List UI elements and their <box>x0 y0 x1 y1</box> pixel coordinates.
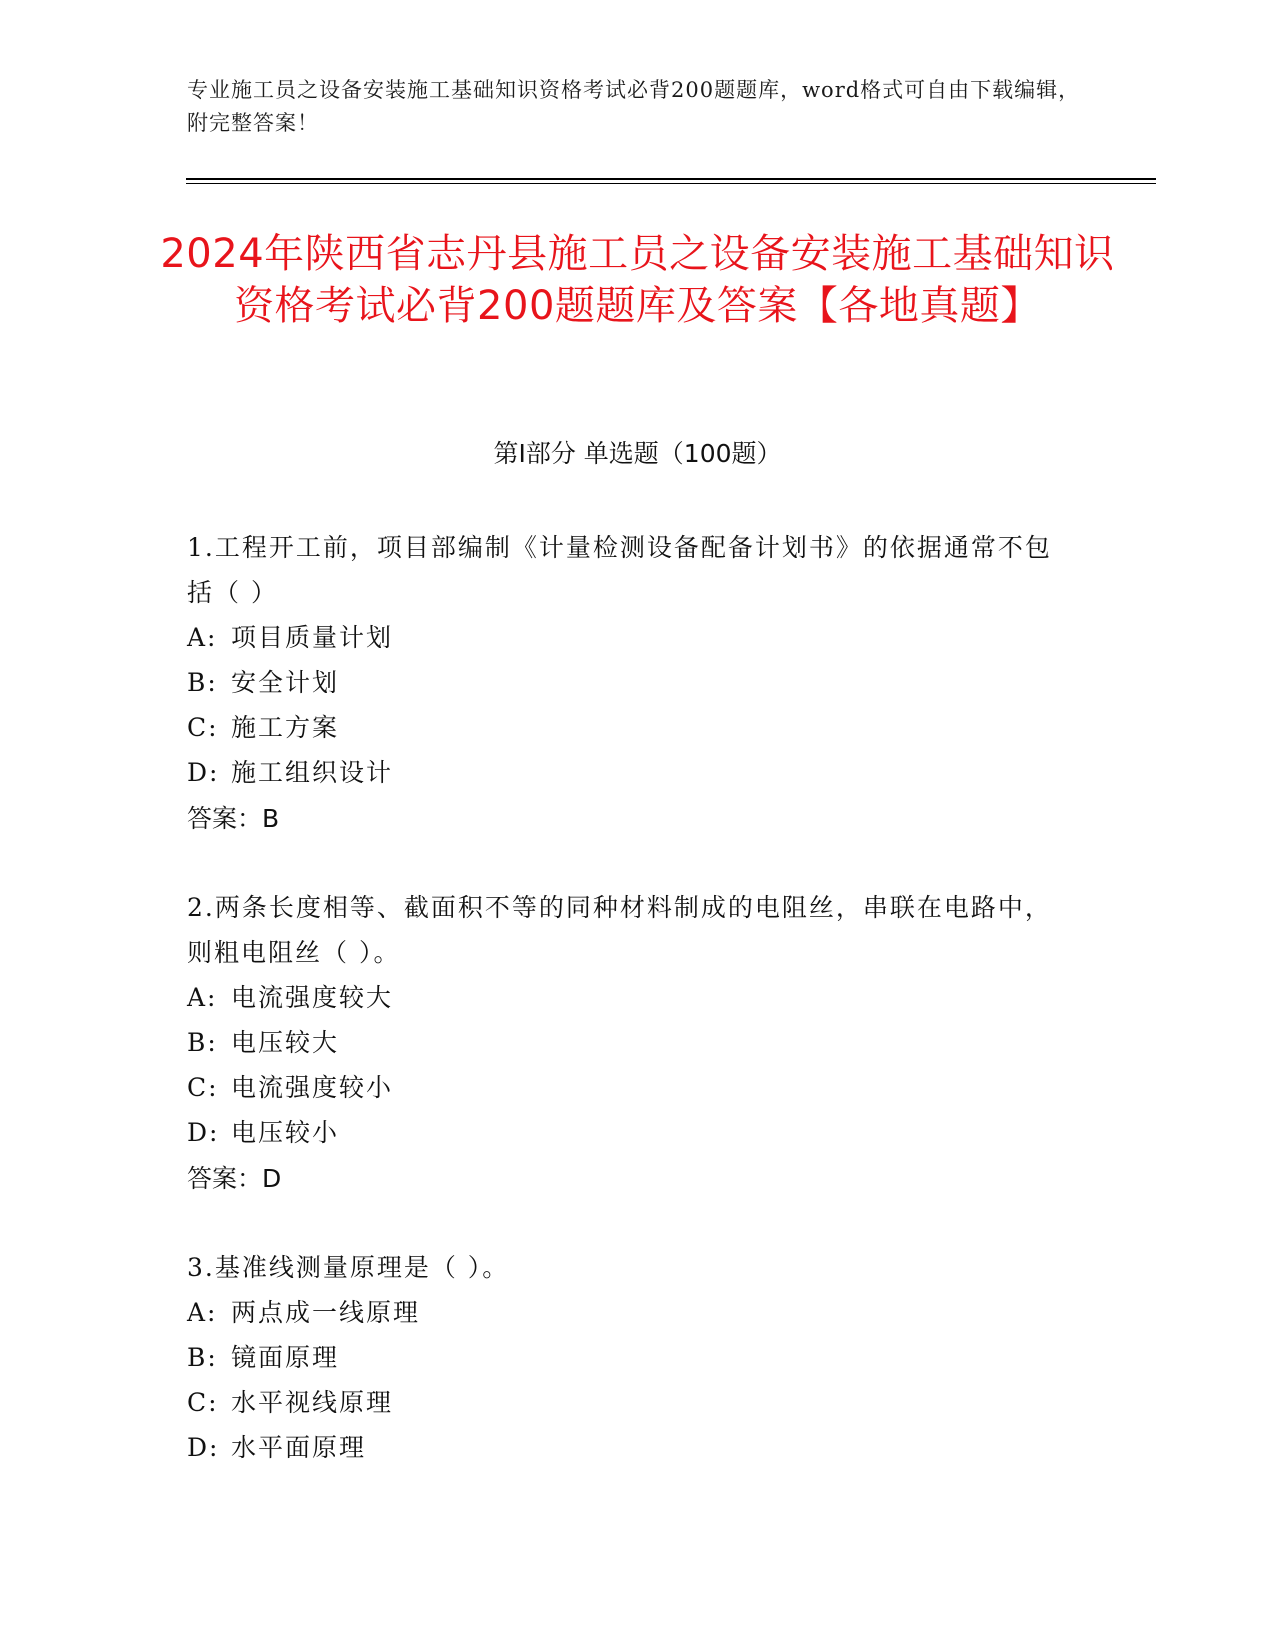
option-text: 电压较大 <box>231 1028 340 1057</box>
option-key: B: <box>187 668 218 697</box>
option-key: A: <box>187 623 218 652</box>
option-text: 水平视线原理 <box>231 1388 394 1417</box>
question-3 <box>187 1245 1067 1470</box>
option-key: C: <box>187 1073 219 1102</box>
option-text: 电压较小 <box>231 1118 340 1147</box>
answer-line: 答案：B <box>187 804 280 833</box>
question-stem: 3.基准线测量原理是（ ）。 <box>187 1253 510 1282</box>
option-text: 电流强度较大 <box>231 983 394 1012</box>
header-divider-thick <box>186 178 1156 180</box>
question-1 <box>187 525 1067 841</box>
option-c <box>187 1380 1067 1425</box>
option-c <box>187 1065 1067 1110</box>
option-a <box>187 1290 1067 1335</box>
question-stem: 2.两条长度相等、截面积不等的同种材料制成的电阻丝，串联在电路中，则粗电阻丝（ ）。 <box>187 893 1052 967</box>
option-key: C: <box>187 1388 219 1417</box>
option-text: 项目质量计划 <box>231 623 394 652</box>
header-note: 专业施工员之设备安装施工基础知识资格考试必背200题题库，word格式可自由下载编辑，附完整答案！ <box>187 78 1081 135</box>
option-key: D: <box>187 758 220 787</box>
header-divider-thin <box>186 183 1156 184</box>
option-text: 水平面原理 <box>231 1433 367 1462</box>
option-a <box>187 615 1067 660</box>
option-text: 施工方案 <box>231 713 340 742</box>
option-d <box>187 750 1067 795</box>
option-key: B: <box>187 1028 218 1057</box>
option-d <box>187 1110 1067 1155</box>
question-2 <box>187 885 1067 1201</box>
option-key: C: <box>187 713 219 742</box>
option-d <box>187 1425 1067 1470</box>
section-title: 第I部分 单选题（100题） <box>493 439 782 468</box>
option-a <box>187 975 1067 1020</box>
option-key: B: <box>187 1343 218 1372</box>
option-key: D: <box>187 1118 220 1147</box>
option-key: A: <box>187 1298 218 1327</box>
option-key: D: <box>187 1433 220 1462</box>
option-b <box>187 1335 1067 1380</box>
document-title: 2024年陕西省志丹县施工员之设备安装施工基础知识资格考试必背200题题库及答案【各地真题】 <box>160 231 1115 329</box>
option-text: 镜面原理 <box>231 1343 340 1372</box>
option-c <box>187 705 1067 750</box>
option-key: A: <box>187 983 218 1012</box>
option-text: 两点成一线原理 <box>231 1298 421 1327</box>
question-stem: 1.工程开工前，项目部编制《计量检测设备配备计划书》的依据通常不包括（ ） <box>187 533 1052 607</box>
option-text: 安全计划 <box>231 668 340 697</box>
option-text: 电流强度较小 <box>231 1073 394 1102</box>
option-text: 施工组织设计 <box>231 758 394 787</box>
option-b <box>187 660 1067 705</box>
question-list <box>187 525 1067 1514</box>
answer-line: 答案：D <box>187 1164 282 1193</box>
option-b <box>187 1020 1067 1065</box>
